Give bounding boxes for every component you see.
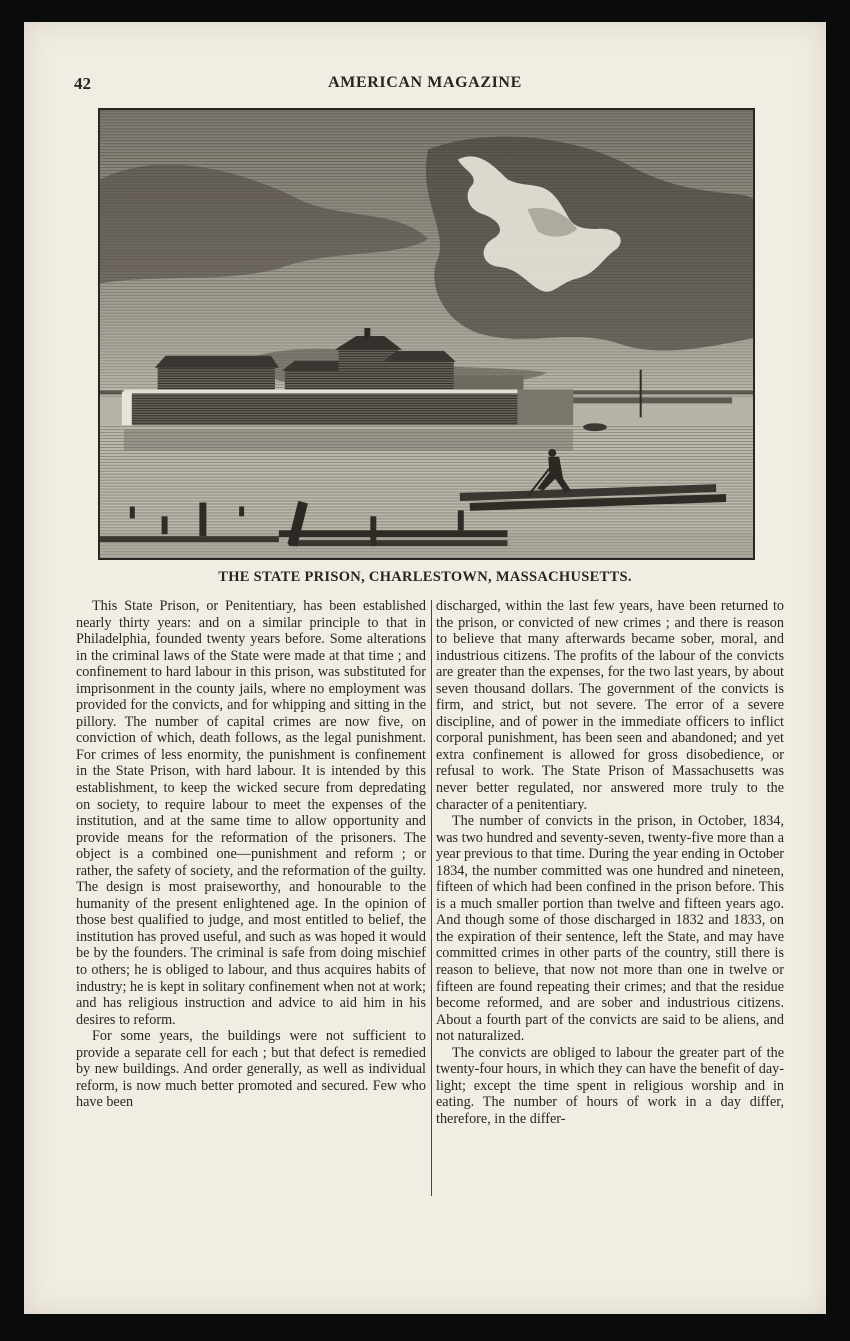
page-header <box>24 74 826 98</box>
paragraph: For some years, the buildings were not sufficient to provide a separate cell for each ; but that defect is remedied by new buildings. And order generally, as well as individual reform, is now much better promoted and secured. Few who have been <box>76 1028 426 1111</box>
running-title: AMERICAN MAGAZINE <box>328 74 522 91</box>
prison-engraving <box>98 108 755 560</box>
text-column-left <box>76 598 426 1111</box>
paragraph: The convicts are obliged to labour the greater part of the twenty-four hours, in which they can have the benefit of day-light; except the time spent in religious worship and in eating. The number of hours of work in a day differ, therefore, in the differ- <box>436 1044 784 1127</box>
paragraph: discharged, within the last few years, have been returned to the prison, or convicted of new crimes ; and there is reason to believe that many afterwards became sober, moral, and industrious citizens. The profits of the labour of the convicts are greater than the expenses, for the two last years, by about seven thousand dollars. The government of the convicts is firm, and strict, but not severe. The error of a severe discipline, and of power in the immediate officers to inflict corporal punishment, has been seen and abandoned; and yet extra confinement is allowed for gross disobedience, or refusal to work. The State Prison of Massachusetts was never better regulated, nor answered more truly to the character of a penitentiary. <box>436 598 784 813</box>
paragraph: This State Prison, or Penitentiary, has been established nearly thirty years: and on a similar principle to that in Philadelphia, founded twenty years before. Some alterations in the criminal laws of the State were made at that time ; and confinement to hard labour in this prison, was substituted for imprisonment in the county jails, where no employment was provided for the convicts, and for whipping and sitting in the pillory. The number of capital crimes are now five, on conviction of which, death follows, as the legal punishment. For crimes of less enormity, the punishment is confinement in the State Prison, with hard labour. It is intended by this establishment, to keep the wicked secure from depredating on society, to require labour to meet the expenses of the institution, and at the same time to allow opportunity and provide means for the reformation of the prisoners. The object is a combined one—punishment and reform ; or rather, the safety of society, and the reformation of the guilty. The design is most praiseworthy, and honourable to the humanity of the present enlightened age. In the opinion of those best qualified to judge, and most entitled to belief, the institution has proved useful, and such as was hoped it would be by the founders. The criminal is safe from doing mischief to others; he is obliged to labour, and thus acquires habits of industry; he is kept in solitary confinement when not at work; and has religious instruction and advice to aid him in his desires to reform. <box>76 598 426 1028</box>
engraving-image <box>100 110 753 558</box>
column-divider <box>431 600 432 1196</box>
paragraph: The number of convicts in the prison, in October, 1834, was two hundred and seventy-seven, twenty-five more than a year previous to that time. During the year ending in October 1834, the number committed was one hundred and nineteen, fifteen of which had been confined in the prison before. This is a much smaller portion than twelve and fifteen years ago. And though some of those discharged in 1832 and 1833, on the expiration of their sentence, left the State, and may have committed crimes in other parts of the country, still there is reason to believe, that now not more than one in twelve or fifteen are found repeating their crimes; and that the residue become reformed, and are sober and industrious citizens. About a fourth part of the convicts are said to be aliens, and not naturalized. <box>436 813 784 1045</box>
magazine-page <box>24 22 826 1314</box>
text-column-right <box>436 598 784 1128</box>
page-number: 42 <box>74 74 91 93</box>
engraving-caption: THE STATE PRISON, CHARLESTOWN, MASSACHUSETTS. <box>218 569 632 585</box>
